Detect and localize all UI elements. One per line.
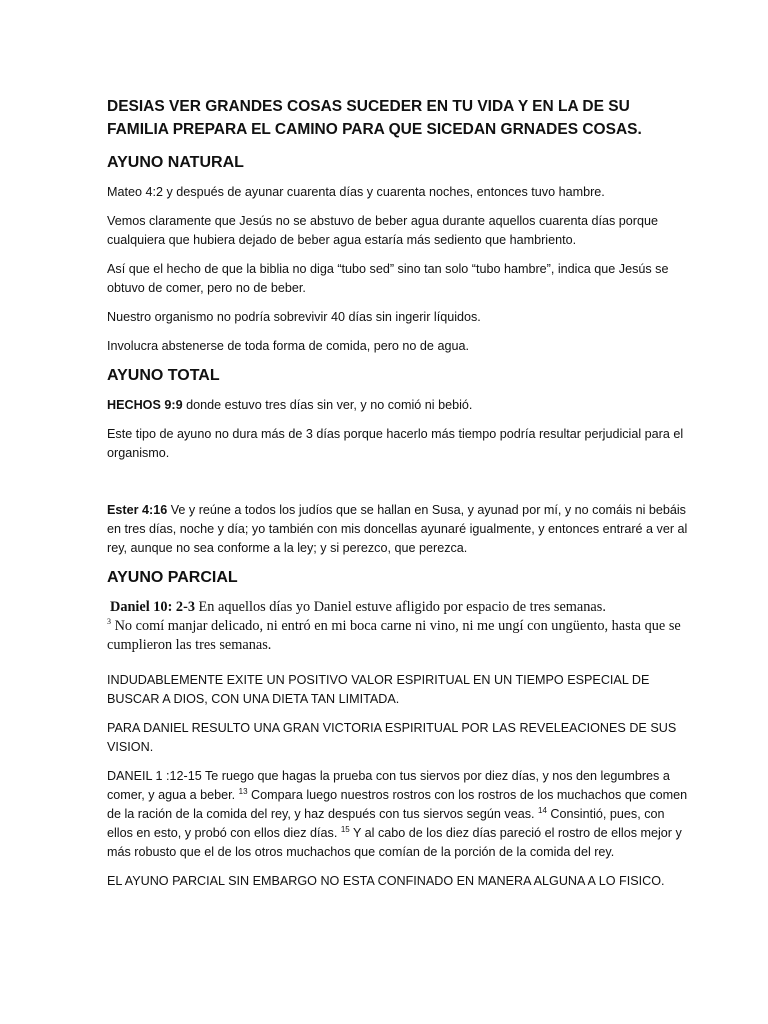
document-title: DESIAS VER GRANDES COSAS SUCEDER EN TU VIDA Y EN LA DE SU FAMILIA PREPARA EL CAMINO PARA QUE SICEDAN GRNADES COSAS. (107, 98, 642, 138)
text-daneil-b: Compara luego nuestros rostros con los rostros de los muchachos que comen de la ración de la comida del rey, y haz después con tus siervos según veas. (107, 788, 688, 821)
paragraph-tubo-sed: Así que el hecho de que la biblia no diga “tubo sed” sino tan solo “tubo hambre”, indica que Jesús se obtuvo de comer, pero no de beber. (107, 262, 669, 295)
text-daneil-a: DANEIL 1 :12-15 Te ruego que hagas la prueba con tus siervos por diez días, y nos den legumbres a comer, y agua a beber. (107, 769, 670, 802)
paragraph-daneil (107, 767, 688, 862)
paragraph-hechos (107, 396, 688, 415)
verse-number-3: 3 (107, 617, 111, 627)
text-daniel-1: En aquellos días yo Daniel estuve afligido por espacio de tres semanas. (194, 599, 606, 615)
paragraph-involucra: Involucra abstenerse de toda forma de comida, pero no de agua. (107, 339, 469, 353)
paragraph-jesus-agua: Vemos claramente que Jesús no se abstuvo de beber agua durante aquellos cuarenta días porque cualquiera que hubiera dejado de beber agua estaría más sediento que hambriento. (107, 214, 659, 247)
reference-daniel: Daniel 10: 2-3 (110, 599, 195, 615)
text-daniel-2: No comí manjar delicado, ni entró en mi boca carne ni vino, ni me ungí con ungüento, hasta que se cumplieron las tres semanas. (107, 618, 681, 653)
heading-ayuno-total: AYUNO TOTAL (107, 367, 220, 384)
paragraph-indudablemente: INDUDABLEMENTE EXITE UN POSITIVO VALOR ESPIRITUAL EN UN TIEMPO ESPECIAL DE BUSCAR A DIOS, CON UNA DIETA TAN LIMITADA. (107, 673, 650, 706)
paragraph-confinado: EL AYUNO PARCIAL SIN EMBARGO NO ESTA CONFINADO EN MANERA ALGUNA A LO FISICO. (107, 874, 665, 888)
text-daneil-c: Consintió, pues, con ellos en esto, y probó con ellos diez días. (107, 807, 665, 840)
paragraph-organismo: Nuestro organismo no podría sobrevivir 40 días sin ingerir líquidos. (107, 310, 481, 324)
verse-number-13: 13 (238, 786, 248, 796)
paragraph-mateo: Mateo 4:2 y después de ayunar cuarenta días y cuarenta noches, entonces tuvo hambre. (107, 185, 605, 199)
paragraph-tres-dias: Este tipo de ayuno no dura más de 3 días porque hacerlo más tiempo podría resultar perjudicial para el organismo. (107, 427, 684, 460)
text-daneil-d: Y al cabo de los diez días pareció el rostro de ellos mejor y más robusto que el de los otros muchachos que comían de la porción de la comida del rey. (107, 826, 682, 859)
paragraph-victoria: PARA DANIEL RESULTO UNA GRAN VICTORIA ESPIRITUAL POR LAS REVELEACIONES DE SUS VISION. (107, 721, 677, 754)
text-ester: Ve y reúne a todos los judíos que se hallan en Susa, y ayunad por mí, y no comáis ni bebáis en tres días, noche y día; yo también con mis doncellas ayunaré igualmente, y entonces entraré a ver al rey, aunque no sea conforme a la ley; y si perezco, que perezca. (107, 503, 688, 555)
text-hechos: donde estuvo tres días sin ver, y no comió ni bebió. (182, 398, 473, 412)
heading-ayuno-parcial: AYUNO PARCIAL (107, 569, 238, 586)
heading-ayuno-natural: AYUNO NATURAL (107, 154, 244, 171)
verse-number-15: 15 (340, 824, 350, 834)
reference-ester: Ester 4:16 (107, 503, 168, 517)
reference-hechos: HECHOS 9:9 (107, 398, 183, 412)
paragraph-ester (107, 501, 688, 558)
spacer (107, 473, 688, 501)
paragraph-daniel (107, 598, 688, 655)
verse-number-14: 14 (538, 805, 547, 815)
